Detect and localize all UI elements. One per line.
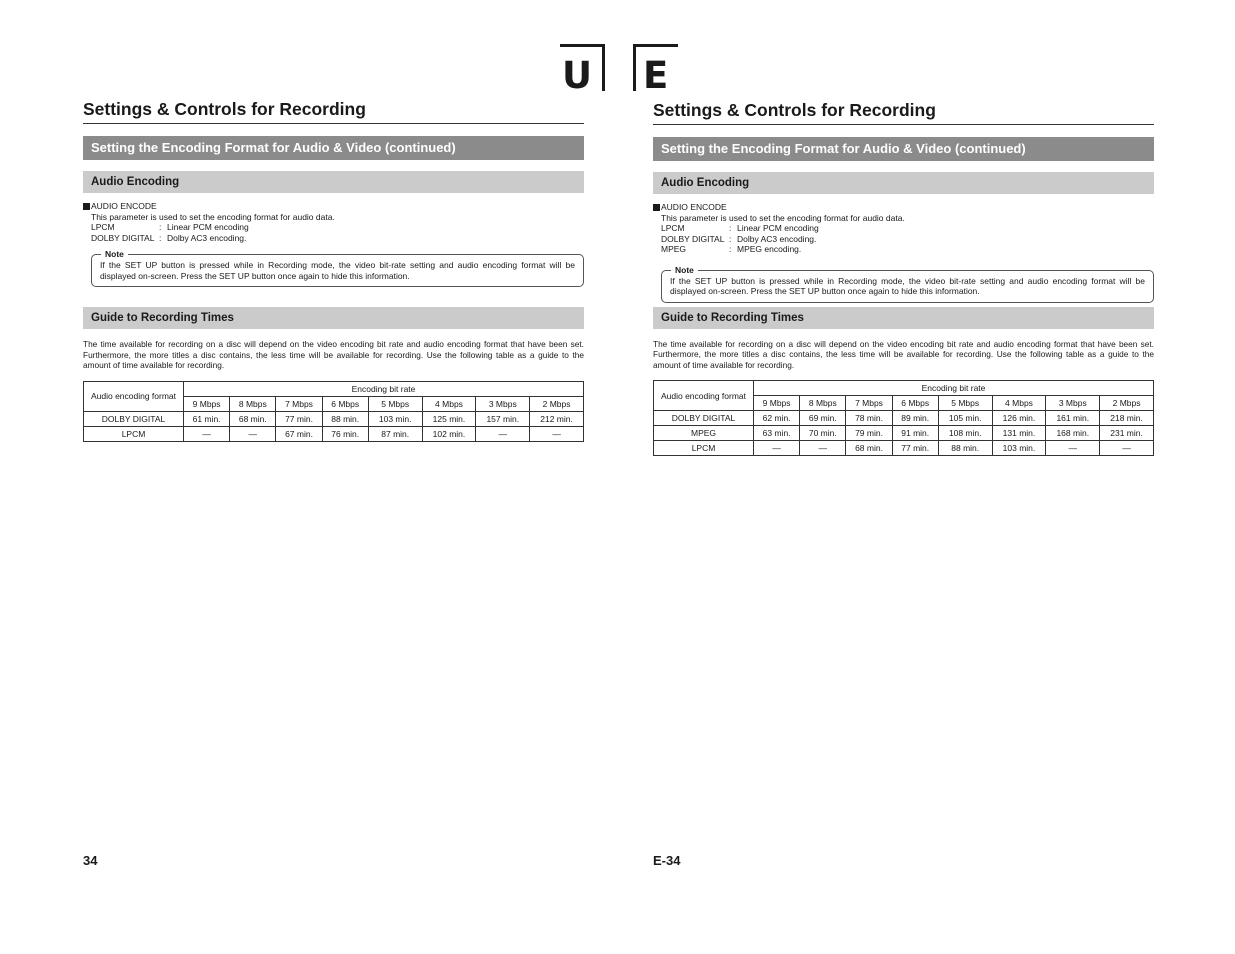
option-row <box>653 234 1154 245</box>
table-row <box>654 426 1154 441</box>
time-cell: 68 min. <box>230 411 276 426</box>
rate-cell: 5 Mbps <box>368 396 422 411</box>
time-cell: 63 min. <box>754 426 800 441</box>
left-page <box>83 98 584 442</box>
time-cell: — <box>800 441 846 456</box>
option-value: Dolby AC3 encoding. <box>737 233 817 244</box>
option-separator: : <box>159 222 162 232</box>
table-header-row <box>84 381 584 396</box>
time-cell: 87 min. <box>368 426 422 441</box>
time-cell: 212 min. <box>530 411 584 426</box>
recording-times-table <box>83 381 584 442</box>
language-marks <box>560 44 680 97</box>
rate-cell: 5 Mbps <box>938 396 992 411</box>
option-value: Linear PCM encoding <box>167 222 249 232</box>
subsection-heading-guide: Guide to Recording Times <box>653 307 1154 329</box>
option-key: LPCM <box>91 222 115 232</box>
option-key: DOLBY DIGITAL <box>661 233 725 244</box>
language-mark-e: E <box>633 44 678 91</box>
page-number: 34 <box>83 853 98 868</box>
subsection-heading-audio-encoding: Audio Encoding <box>83 171 584 193</box>
time-cell: 131 min. <box>992 426 1046 441</box>
parameter-description: This parameter is used to set the encoding format for audio data. <box>91 211 335 222</box>
time-cell: 67 min. <box>276 426 322 441</box>
rate-cell: 6 Mbps <box>892 396 938 411</box>
rate-cell: 7 Mbps <box>276 396 322 411</box>
time-cell: 77 min. <box>276 411 322 426</box>
subsection-heading-guide: Guide to Recording Times <box>83 307 584 329</box>
time-cell: 89 min. <box>892 411 938 426</box>
time-cell: 157 min. <box>476 411 530 426</box>
option-key: LPCM <box>661 223 685 233</box>
audio-encode-parameter <box>83 201 584 243</box>
note-label: Note <box>101 248 128 260</box>
option-key: DOLBY DIGITAL <box>91 232 155 243</box>
time-cell: — <box>184 426 230 441</box>
parameter-description: This parameter is used to set the encoding format for audio data. <box>661 212 905 223</box>
time-cell: 77 min. <box>892 441 938 456</box>
time-cell: — <box>754 441 800 456</box>
parameter-title: AUDIO ENCODE <box>661 202 727 212</box>
section-heading: Setting the Encoding Format for Audio & Video (continued) <box>653 137 1154 161</box>
format-cell: DOLBY DIGITAL <box>84 411 184 426</box>
time-cell: 105 min. <box>938 411 992 426</box>
format-cell: LPCM <box>84 426 184 441</box>
time-cell: — <box>1100 441 1154 456</box>
time-cell: — <box>230 426 276 441</box>
table-row <box>654 411 1154 426</box>
time-cell: 103 min. <box>992 441 1046 456</box>
time-cell: 62 min. <box>754 411 800 426</box>
note-box <box>661 264 1154 303</box>
time-cell: 88 min. <box>938 441 992 456</box>
format-header-cell: Audio encoding format <box>84 381 184 411</box>
bitrate-header-cell: Encoding bit rate <box>184 381 584 396</box>
time-cell: 70 min. <box>800 426 846 441</box>
page-title: Settings & Controls for Recording <box>653 99 1154 125</box>
page-title: Settings & Controls for Recording <box>83 98 584 124</box>
note-text: If the SET UP button is pressed while in Recording mode, the video bit-rate setting and audio encoding format will be displayed on-screen. Press the SET UP button once again to hide this information. <box>100 260 575 281</box>
rate-cell: 7 Mbps <box>846 396 892 411</box>
table-row <box>84 426 584 441</box>
time-cell: 231 min. <box>1100 426 1154 441</box>
format-cell: DOLBY DIGITAL <box>654 411 754 426</box>
bitrate-header-cell: Encoding bit rate <box>754 381 1154 396</box>
rate-cell: 3 Mbps <box>1046 396 1100 411</box>
option-row <box>653 244 1154 255</box>
time-cell: 125 min. <box>422 411 476 426</box>
time-cell: 108 min. <box>938 426 992 441</box>
time-cell: 103 min. <box>368 411 422 426</box>
time-cell: — <box>530 426 584 441</box>
time-cell: 69 min. <box>800 411 846 426</box>
time-cell: 78 min. <box>846 411 892 426</box>
format-header-cell: Audio encoding format <box>654 381 754 411</box>
time-cell: 126 min. <box>992 411 1046 426</box>
rate-cell: 9 Mbps <box>754 396 800 411</box>
time-cell: 88 min. <box>322 411 368 426</box>
time-cell: 68 min. <box>846 441 892 456</box>
time-cell: 61 min. <box>184 411 230 426</box>
square-bullet-icon <box>653 204 660 211</box>
table-header-row <box>654 381 1154 396</box>
table-row <box>84 411 584 426</box>
time-cell: 102 min. <box>422 426 476 441</box>
option-value: Linear PCM encoding <box>737 223 819 233</box>
time-cell: 76 min. <box>322 426 368 441</box>
time-cell: 79 min. <box>846 426 892 441</box>
right-page <box>653 99 1154 456</box>
audio-encode-parameter <box>653 202 1154 255</box>
option-key: MPEG <box>661 244 687 254</box>
time-cell: 218 min. <box>1100 411 1154 426</box>
option-value: Dolby AC3 encoding. <box>167 232 247 243</box>
time-cell: 161 min. <box>1046 411 1100 426</box>
option-row <box>83 222 584 233</box>
table-row <box>654 441 1154 456</box>
guide-paragraph: The time available for recording on a disc will depend on the video encoding bit rate and audio encoding format that have been set. Furthermore, the more titles a disc contains, the less time will be available for recording. Use the following table as a guide to the amount of time available for recording. <box>653 338 1154 370</box>
parameter-title: AUDIO ENCODE <box>91 201 157 211</box>
rate-cell: 9 Mbps <box>184 396 230 411</box>
recording-times-table <box>653 380 1154 456</box>
section-heading: Setting the Encoding Format for Audio & Video (continued) <box>83 136 584 160</box>
rate-cell: 8 Mbps <box>230 396 276 411</box>
rate-cell: 8 Mbps <box>800 396 846 411</box>
option-separator: : <box>159 232 162 243</box>
time-cell: — <box>1046 441 1100 456</box>
rate-cell: 3 Mbps <box>476 396 530 411</box>
rate-cell: 4 Mbps <box>422 396 476 411</box>
note-box <box>91 249 584 287</box>
option-separator: : <box>729 223 732 233</box>
note-text: If the SET UP button is pressed while in Recording mode, the video bit-rate setting and audio encoding format will be displayed on-screen. Press the SET UP button once again to hide this information. <box>670 275 1145 296</box>
time-cell: 168 min. <box>1046 426 1100 441</box>
time-cell: — <box>476 426 530 441</box>
square-bullet-icon <box>83 203 90 210</box>
option-row <box>653 223 1154 234</box>
rate-cell: 2 Mbps <box>530 396 584 411</box>
option-row <box>83 233 584 244</box>
guide-paragraph: The time available for recording on a disc will depend on the video encoding bit rate and audio encoding format that have been set. Furthermore, the more titles a disc contains, the less time will be available for recording. Use the following table as a guide to the amount of time available for recording. <box>83 339 584 370</box>
time-cell: 91 min. <box>892 426 938 441</box>
option-separator: : <box>729 244 732 254</box>
subsection-heading-audio-encoding: Audio Encoding <box>653 172 1154 194</box>
page-number: E-34 <box>653 853 681 868</box>
option-separator: : <box>729 233 732 244</box>
format-cell: MPEG <box>654 426 754 441</box>
option-value: MPEG encoding. <box>737 244 802 254</box>
format-cell: LPCM <box>654 441 754 456</box>
rate-cell: 6 Mbps <box>322 396 368 411</box>
note-label: Note <box>671 264 698 276</box>
rate-cell: 2 Mbps <box>1100 396 1154 411</box>
language-mark-u: U <box>560 44 605 91</box>
rate-cell: 4 Mbps <box>992 396 1046 411</box>
